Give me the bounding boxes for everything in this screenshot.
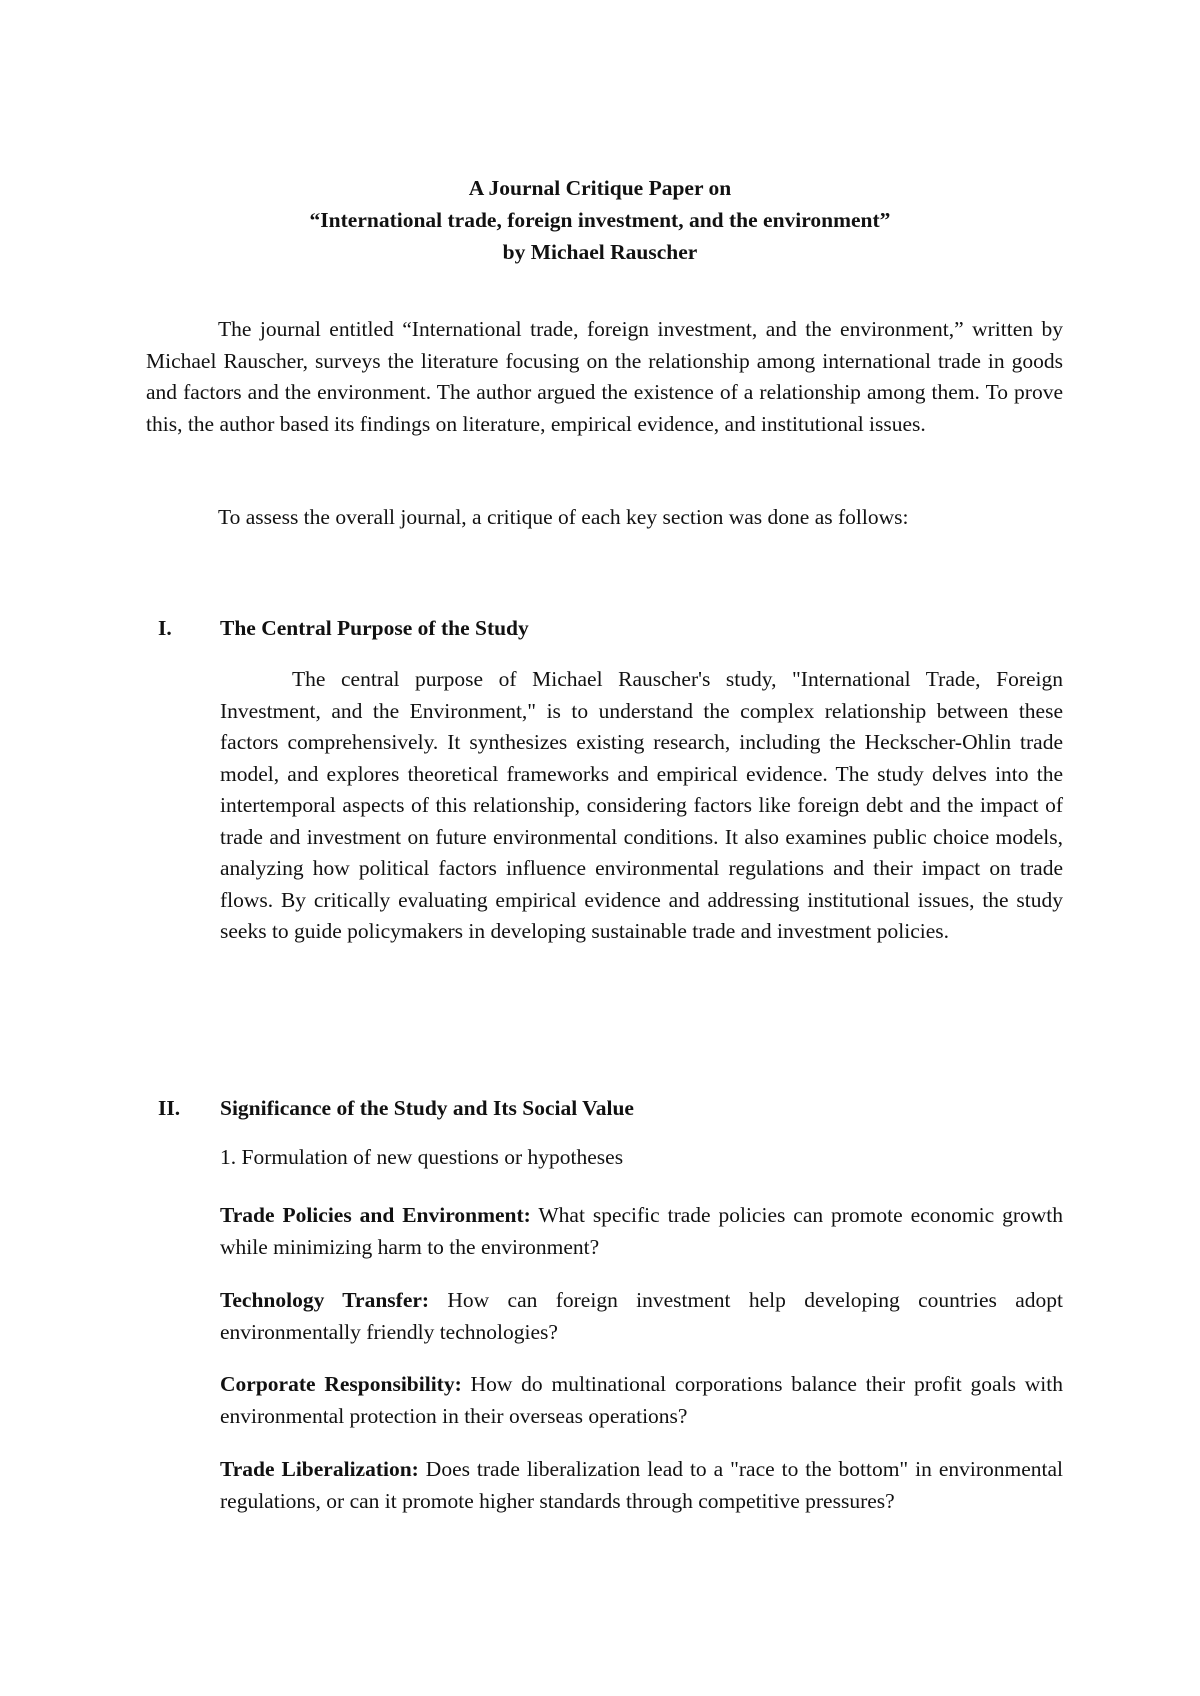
section-1-body: The central purpose of Michael Rauscher's study, "International Trade, Foreign Investment, and the Environment," is to understand the complex relationship between these factors comprehensively. It synthesizes existing research, including the Heckscher-Ohlin trade model, and explores theoretical frameworks and empirical evidence. The study delves into the intertemporal aspects of this relationship, considering factors like foreign debt and the impact of trade and investment on future environmental conditions. It also examines public choice models, analyzing how political factors influence environmental regulations and their impact on trade flows. By critically evaluating empirical evidence and addressing institutional issues, the study seeks to guide policymakers in developing sustainable trade and investment policies. bbox=[220, 667, 1063, 943]
intro-transition-paragraph: To assess the overall journal, a critique of each key section was done as follows: bbox=[218, 505, 909, 529]
question-text: How do multinational corporations balance their profit goals with environmental protection in their overseas operations? bbox=[220, 1372, 1063, 1428]
title-line-2: “International trade, foreign investment, and the environment” bbox=[309, 208, 891, 232]
intro-paragraph: The journal entitled “International trade, foreign investment, and the environment,” written by Michael Rauscher, surveys the literature focusing on the relationship among international trade in goods and factors and the environment. The author argued the existence of a relationship among them. To prove this, the author based its findings on literature, empirical evidence, and institutional issues. bbox=[146, 317, 1063, 436]
section-2-heading: Significance of the Study and Its Social Value bbox=[220, 1096, 634, 1120]
question-text: How can foreign investment help developing countries adopt environmentally friendly technologies? bbox=[220, 1288, 1063, 1344]
question-item bbox=[220, 1454, 1063, 1517]
title-line-3: by Michael Rauscher bbox=[502, 240, 698, 264]
section-1-heading: The Central Purpose of the Study bbox=[220, 616, 529, 640]
question-label: Technology Transfer: bbox=[220, 1288, 430, 1312]
paper-title bbox=[0, 172, 1200, 268]
question-item bbox=[220, 1285, 1063, 1348]
section-1-number: I. bbox=[158, 616, 172, 640]
title-line-1: A Journal Critique Paper on bbox=[468, 176, 732, 200]
question-label: Corporate Responsibility: bbox=[220, 1372, 462, 1396]
question-label: Trade Liberalization: bbox=[220, 1457, 419, 1481]
question-label: Trade Policies and Environment: bbox=[220, 1203, 531, 1227]
question-item bbox=[220, 1200, 1063, 1263]
question-text: What specific trade policies can promote economic growth while minimizing harm to the environment? bbox=[220, 1203, 1063, 1259]
question-item bbox=[220, 1369, 1063, 1432]
section-2-subheading: 1. Formulation of new questions or hypotheses bbox=[220, 1145, 624, 1169]
question-text: Does trade liberalization lead to a "race to the bottom" in environmental regulations, or can it promote higher standards through competitive pressures? bbox=[220, 1457, 1064, 1513]
section-2-number: II. bbox=[158, 1096, 181, 1120]
